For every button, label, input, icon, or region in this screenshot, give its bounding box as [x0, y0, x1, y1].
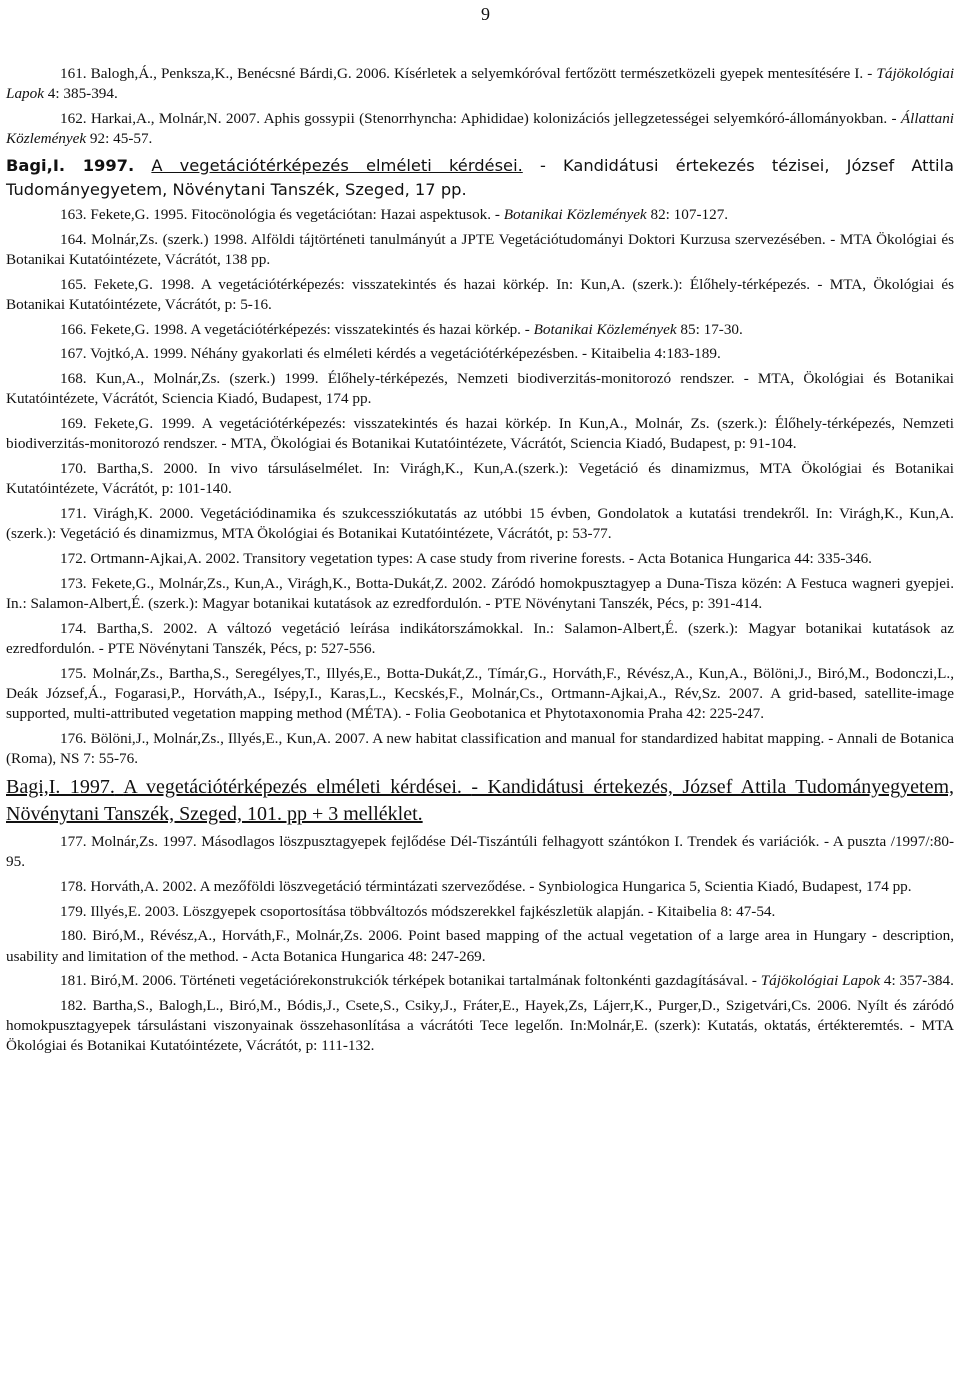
reference-title: A grid-based, satellite-image supported, multi-attributed vegetation mapping method (MÉTA).	[6, 684, 954, 723]
reference-entry-heading	[6, 154, 954, 202]
reference-number: 181.	[60, 972, 87, 990]
reference-number: 163.	[60, 205, 87, 223]
reference-authors: Fekete,G. 1995.	[90, 205, 188, 223]
reference-authors: Bartha,S. 2000.	[96, 459, 198, 477]
reference-authors: Bagi,I. 1997.	[6, 775, 115, 798]
reference-authors: Bartha,S., Balogh,L., Biró,M., Bódis,J., Csete,S., Csiky,J., Fráter,E., Hayek,Zs, Lájerr,K., Purger,D., Szigetvári,Cs. 2006.	[92, 996, 852, 1014]
reference-entry	[6, 619, 954, 660]
reference-number: 175.	[60, 664, 87, 682]
reference-source: 4: 357-384.	[883, 972, 954, 990]
reference-journal: Botanikai Közlemények	[503, 205, 647, 223]
reference-authors: Fekete,G. 1998.	[90, 320, 188, 338]
reference-journal: Tájökológiai Lapok	[6, 65, 955, 103]
reference-title: Néhány gyakorlati és elméleti kérdés a vegetációtérképezésben.	[190, 345, 579, 363]
reference-authors: Harkai,A., Molnár,N. 2007.	[90, 109, 261, 127]
reference-entry	[6, 369, 954, 410]
reference-entry	[6, 729, 954, 770]
reference-entry	[6, 459, 954, 500]
reference-authors: Molnár,Zs. (szerk.) 1998.	[91, 230, 248, 248]
reference-number: 177.	[60, 832, 87, 850]
reference-source: - Folia Geobotanica et Phytotaxonomia Praha 42: 225-247.	[405, 705, 765, 723]
reference-source: - Kitaibelia 8: 47-54.	[647, 902, 776, 920]
reference-entry	[6, 275, 954, 316]
reference-source: - MTA, Ökológiai és Botanikai Kutatóintézete, Vácrátót, p: 5-16.	[6, 275, 955, 313]
reference-number: 174.	[60, 619, 87, 637]
reference-title: Löszgyepek csoportosítása többváltozós módszerekkel fajkészletük alapján.	[182, 902, 645, 920]
reference-title: Záródó homokpusztagyep a Duna-Tisza közén: A Festuca wagneri gyepjei. In.: Salamon-Albert,É. (szerk.): Magyar botanikai kutatások az ezredfordulón.	[6, 574, 955, 612]
reference-number: 179.	[60, 902, 87, 920]
reference-authors: Balogh,Á., Penksza,K., Benécsné Bárdi,G. 2006.	[90, 65, 390, 82]
reference-source: 92: 45-57.	[89, 130, 153, 148]
reference-journal: Állattani Közlemények	[6, 109, 955, 148]
reference-number: 165.	[60, 275, 87, 293]
reference-source: - Acta Botanica Hungarica 48: 247-269.	[242, 947, 486, 965]
reference-source: - MTA, Ökológiai és Botanikai Kutatóintézete, Vácrátót, Sciencia Kiadó, Budapest, 174 pp.	[6, 370, 955, 408]
reference-source: - A puszta /1997/:80-95.	[6, 832, 955, 871]
reference-entry-heading	[6, 774, 954, 828]
reference-title: Aphis gossypii (Stenorrhyncha: Aphididae) kolonizációs jellegzetességei selyemkóró-állományokban. -	[263, 109, 897, 127]
reference-title: Történeti vegetációrekonstrukciók térképek botanikai tartalmának foltonkénti gazdagításával. -	[179, 972, 757, 990]
reference-source: 82: 107-127.	[650, 205, 729, 223]
reference-source: - Acta Botanica Hungarica 44: 335-346.	[629, 549, 872, 567]
reference-entry	[6, 664, 954, 725]
reference-entry	[6, 504, 954, 545]
reference-title: A vegetációtérképezés: visszatekintés és hazai körkép. -	[190, 320, 530, 338]
reference-number: 166.	[60, 320, 87, 338]
reference-title: Fitocönológia és vegetációtan: Hazai aspektusok. -	[191, 205, 500, 223]
reference-list	[6, 64, 954, 1061]
reference-title: A mezőföldi löszvegetáció términtázati szerveződése.	[199, 877, 526, 895]
reference-number: 164.	[60, 230, 87, 248]
reference-title: In vivo társuláselmélet. In: Virágh,K., Kun,A.(szerk.): Vegetáció és dinamizmus, MTA Ökológiai és Botanikai Kutatóintézete, Vácrátót, p: 101-140.	[6, 459, 955, 498]
reference-authors: Fekete,G. 1998.	[93, 275, 195, 293]
reference-entry	[6, 320, 954, 340]
reference-authors: Bagi,I. 1997.	[6, 155, 135, 175]
reference-entry	[6, 549, 954, 569]
reference-authors: Vojtkó,A. 1999.	[90, 345, 187, 363]
reference-title: A vegetációtérképezés: visszatekintés és hazai körkép. In: Kun,A. (szerk.): Élőhely-térképezés.	[200, 275, 811, 293]
reference-authors: Horváth,A. 2002.	[90, 877, 197, 895]
reference-entry	[6, 832, 954, 873]
reference-number: 168.	[60, 370, 87, 387]
reference-number: 170.	[60, 459, 87, 477]
reference-authors: Biró,M., Révész,A., Horváth,F., Molnár,Zs. 2006.	[92, 927, 403, 945]
reference-number: 180.	[60, 927, 87, 945]
reference-authors: Kun,A., Molnár,Zs. (szerk.) 1999.	[95, 370, 319, 387]
reference-entry	[6, 230, 954, 271]
reference-source: - Kitaibelia 4:183-189.	[582, 345, 721, 363]
reference-number: 173.	[60, 574, 87, 592]
reference-number: 162.	[60, 109, 87, 127]
reference-number: 176.	[60, 729, 87, 747]
reference-entry	[6, 205, 954, 225]
reference-number: 182.	[60, 996, 87, 1014]
reference-authors: Virágh,K. 2000.	[92, 504, 194, 522]
reference-authors: Bartha,S. 2002.	[96, 619, 198, 637]
reference-authors: Fekete,G., Molnár,Zs., Kun,A., Virágh,K., Botta-Dukát,Z. 2002.	[91, 574, 487, 592]
reference-authors: Biró,M. 2006.	[90, 972, 177, 990]
reference-source: - PTE Növénytani Tanszék, Pécs, p: 391-414.	[485, 594, 763, 612]
reference-title: A vegetációtérképezés elméleti kérdései.	[123, 775, 462, 798]
reference-source: - MTA Ökológiai és Botanikai Kutatóintézete, Vácrátót, p: 111-132.	[6, 1017, 954, 1055]
reference-number: 172.	[60, 549, 87, 567]
reference-authors: Illyés,E. 2003.	[90, 902, 179, 920]
reference-title: A változó vegetáció leírása indikátorszámokkal. In.: Salamon-Albert,É. (szerk.): Magyar botanikai kutatások az ezredfordulón.	[6, 619, 954, 657]
reference-entry	[6, 877, 954, 897]
reference-title: A new habitat classification and manual for standardized habitat mapping.	[372, 729, 825, 747]
reference-entry	[6, 344, 954, 364]
reference-authors: Bölöni,J., Molnár,Zs., Illyés,E., Kun,A. 2007.	[90, 729, 370, 747]
reference-source: - Synbiologica Hungarica 5, Scientia Kiadó, Budapest, 174 pp.	[529, 877, 912, 895]
reference-source: - MTA Ökológiai és Botanikai Kutatóintézete, Vácrátót, 138 pp.	[6, 230, 955, 268]
reference-number: 167.	[60, 345, 87, 363]
reference-title: Kísérletek a selyemkóróval fertőzött természetközeli gyepek mentesítésére I. -	[394, 65, 873, 82]
reference-source: 4: 385-394.	[47, 85, 118, 103]
reference-journal: Tájökológiai Lapok	[760, 972, 881, 990]
reference-title: A vegetációtérképezés: visszatekintés és hazai körkép. In Kun,A., Molnár, Zs. (szerk.): Élőhely-térképezés, Nemzeti biodiverzitás-monitorozó rendszer.	[6, 414, 955, 453]
reference-authors: Ortmann-Ajkai,A. 2002.	[90, 549, 240, 567]
reference-number: 169.	[60, 414, 87, 432]
reference-source: - MTA, Ökológiai és Botanikai Kutatóintézete, Vácrátót, Sciencia Kiadó, Budapest, p: 91-104.	[221, 435, 797, 453]
reference-authors: Molnár,Zs. 1997.	[91, 832, 197, 850]
reference-entry	[6, 109, 954, 150]
reference-entry	[6, 996, 954, 1057]
reference-source: 85: 17-30.	[680, 320, 743, 338]
reference-number: 161.	[60, 65, 87, 82]
reference-authors: Fekete,G. 1999.	[94, 414, 195, 432]
reference-title: Transitory vegetation types: A case study from riverine forests.	[243, 549, 626, 567]
reference-number: 171.	[60, 504, 87, 522]
reference-source: - PTE Növénytani Tanszék, Pécs, p: 527-556.	[98, 639, 376, 657]
reference-title: Point based mapping of the actual vegetation of a large area in Hungary - description, usability and limitation of the method.	[6, 927, 955, 965]
reference-entry	[6, 971, 954, 991]
reference-source: - Kandidátusi értekezés, József Attila Tudományegyetem, Növénytani Tanszék, Szeged, 101. pp + 3 melléklet.	[6, 775, 954, 825]
reference-entry	[6, 902, 954, 922]
reference-number: 178.	[60, 877, 87, 895]
reference-journal: Botanikai Közlemények	[533, 320, 677, 338]
reference-title: A vegetációtérképezés elméleti kérdései.	[151, 155, 523, 175]
reference-entry	[6, 414, 954, 455]
reference-entry	[6, 574, 954, 615]
reference-entry	[6, 64, 954, 105]
reference-source: - Kandidátusi értekezés tézisei, József Attila Tudományegyetem, Növénytani Tanszék, Szeged, 17 pp.	[6, 155, 954, 199]
page-number: 9	[481, 4, 490, 24]
reference-source: - Annali de Botanica (Roma), NS 7: 55-76.	[6, 729, 955, 768]
reference-title: Másodlagos löszpusztagyepek fejlődése Dél-Tiszántúli felhagyott szántókon I. Trendek és variációk.	[201, 832, 820, 850]
reference-title: Alföldi tájtörténeti tanulmányút a JPTE Vegetációtudományi Doktori Kurzusa szervezésében.	[250, 230, 826, 248]
reference-title: Nyílt és záródó homokpusztagyepek társulástani viszonyainak összehasonlítása a vácrátóti Tece legelőn. In:Molnár,E. (szerk): Kutatás, oktatás, értékteremtés.	[6, 996, 955, 1035]
reference-title: Élőhely-térképezés, Nemzeti biodiverzitás-monitorozó rendszer.	[327, 370, 735, 387]
reference-authors: Molnár,Zs., Bartha,S., Seregélyes,T., Illyés,E., Botta-Dukát,Z., Tímár,G., Horváth,F., Révész,A., Kun,A., Bölöni,J., Biró,M., Bodonczi,L., Deák József,Á., Fogarasi,P., Horváth,A., Isépy,I., Karas,L., Kecskés,F., Molnár,Cs., Ortmann-Ajkai,A., Rév,Sz. 2007.	[6, 664, 955, 702]
reference-entry	[6, 926, 954, 967]
reference-title: Vegetációdinamika és szukcessziókutatás az utóbbi 15 évben, Gondolatok a kutatási trendekről. In: Virágh,K., Kun,A. (szerk.): Vegetáció és dinamizmus, MTA Ökológiai és Botanikai Kutatóintézete, Vácrátót, p: 53-77.	[6, 504, 954, 543]
